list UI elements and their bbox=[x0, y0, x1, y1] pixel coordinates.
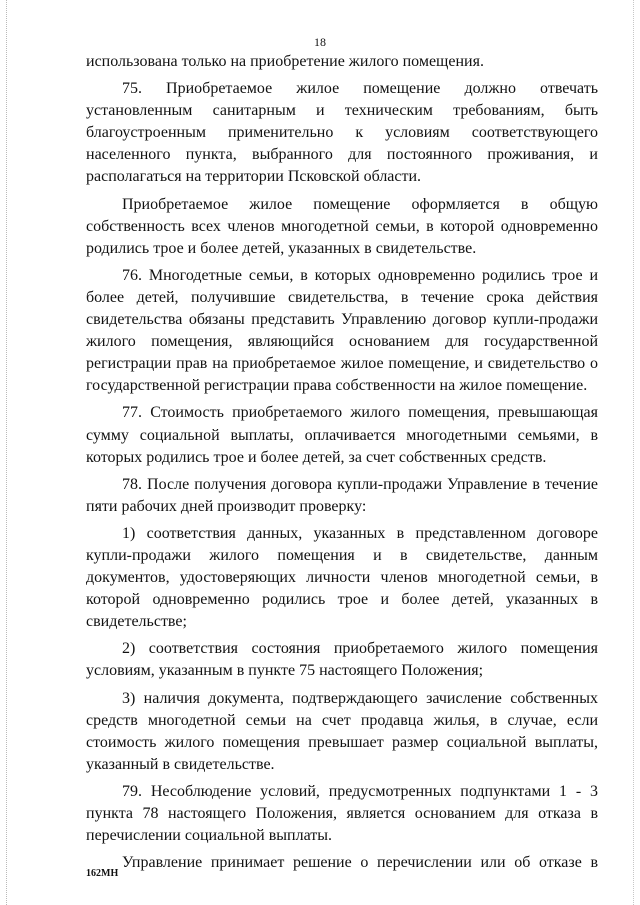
scan-edge-left bbox=[6, 0, 8, 905]
paragraph-78-item-3: 3) наличия документа, подтверждающего зачисление собственных средств многодетной семьи на счет продавца жилья, в случае, если стоимость жилого помещения превышает размер социальной выплаты, указанный в свидетельстве. bbox=[86, 689, 598, 773]
paragraph-continuation: использована только на приобретение жилого помещения. bbox=[86, 53, 484, 70]
paragraph-79: 79. Несоблюдение условий, предусмотренных подпунктами 1 - 3 пункта 78 настоящего Положения, является основанием для отказа в перечислении социальной выплаты. bbox=[86, 782, 598, 845]
scan-edge-right bbox=[633, 0, 635, 905]
paragraph-78-item-2: 2) соответствия состояния приобретаемого жилого помещения условиям, указанным в пункте 75 настоящего Положения; bbox=[86, 640, 598, 680]
paragraph-76: 76. Многодетные семьи, в которых одновременно родились трое и более детей, получившие свидетельства, в течение срока действия свидетельства обязаны представить Управлению договор купли-продажи жилого помещения, являющийся основанием для государственной регистрации прав на приобретаемое жилое помещение, и свидетельство о государственной регистрации права собственности на жилое помещение. bbox=[86, 266, 598, 395]
page-number: 18 bbox=[314, 35, 326, 49]
document-code: 162МН bbox=[86, 868, 119, 879]
paragraph-75-ownership: Приобретаемое жилое помещение оформляется в общую собственность всех членов многодетной семьи, в которой одновременно родились трое и более детей, указанных в свидетельстве. bbox=[86, 195, 598, 257]
document-body bbox=[86, 51, 598, 879]
paragraph-78: 78. После получения договора купли-продажи Управление в течение пяти рабочих дней производит проверку: bbox=[86, 475, 598, 515]
paragraph-75: 75. Приобретаемое жилое помещение должно отвечать установленным санитарным и техническим требованиям, быть благоустроенным применительно к условиям соответствующего населенного пункта, выбранного для постоянного проживания, и располагаться на территории Псковской области. bbox=[86, 80, 598, 186]
paragraph-79-continued: Управление принимает решение о перечислении или об отказе в bbox=[122, 854, 598, 872]
paragraph-78-item-1: 1) соответствия данных, указанных в представленном договоре купли-продажи жилого помещения и в свидетельстве, данным документов, удостоверяющих личности членов многодетной семьи, в которой одновременно родились трое и более детей, указанных в свидетельстве; bbox=[86, 524, 598, 631]
paragraph-77: 77. Стоимость приобретаемого жилого помещения, превышающая сумму социальной выплаты, оплачивается многодетными семьями, в которых родились трое и более детей, за счет собственных средств. bbox=[86, 404, 598, 466]
